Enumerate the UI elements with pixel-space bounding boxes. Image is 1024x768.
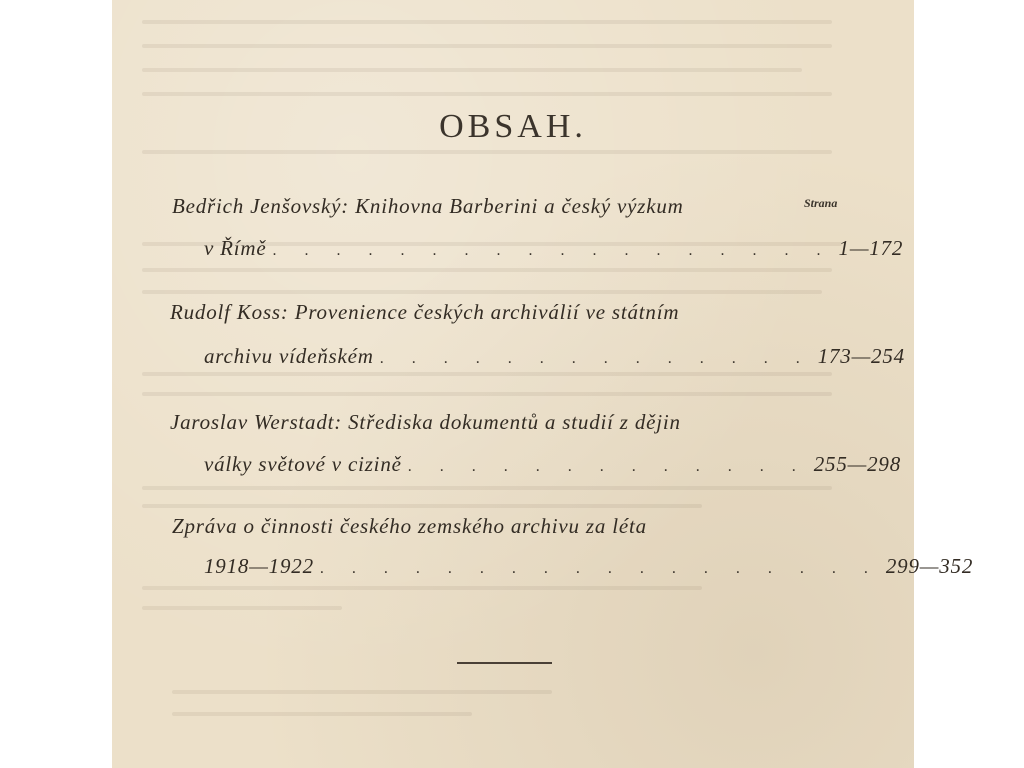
toc-entry-1-row bbox=[204, 236, 904, 261]
toc-entry-4-continuation: 1918—1922 bbox=[204, 554, 314, 578]
toc-entry-1-title: Bedřich Jenšovský: Knihovna Barberini a český výzkum bbox=[172, 194, 684, 218]
toc-entry-3-title: Jaroslav Werstadt: Střediska dokumentů a studií z dějin bbox=[170, 410, 681, 434]
toc-entry-1-leader: . . . . . . . . . . . . . . . . . . bbox=[272, 242, 833, 259]
toc-entry-2-pages: 173—254 bbox=[817, 344, 905, 368]
toc-entry-4-leader: . . . . . . . . . . . . . . . . . . bbox=[319, 560, 880, 577]
toc-entry-4-pages: 299—352 bbox=[885, 554, 974, 578]
closing-rule bbox=[457, 662, 552, 664]
toc-entry-2-row bbox=[204, 344, 905, 369]
toc-entry-2-continuation: archivu vídeňském bbox=[204, 344, 374, 368]
page-title: OBSAH. bbox=[439, 108, 587, 145]
toc-entry-3-row bbox=[204, 452, 902, 477]
page-column-label: Strana bbox=[804, 196, 838, 210]
toc-entry-3-leader: . . . . . . . . . . . . . bbox=[407, 458, 808, 475]
toc-entry-1-continuation: v Římě bbox=[204, 236, 267, 260]
toc-entry-4-row bbox=[204, 554, 974, 579]
toc-entry-2-leader: . . . . . . . . . . . . . . bbox=[379, 350, 812, 367]
toc-entry-3-continuation: války světové v cizině bbox=[204, 452, 402, 476]
toc-entry-2-title: Rudolf Koss: Provenience českých archiválií ve státním bbox=[170, 300, 680, 324]
toc-entry-3-pages: 255—298 bbox=[813, 452, 902, 476]
toc-entry-1-pages: 1—172 bbox=[838, 236, 904, 260]
book-page bbox=[112, 0, 974, 768]
toc-entry-4-title: Zpráva o činnosti českého zemského archivu za léta bbox=[172, 514, 647, 538]
